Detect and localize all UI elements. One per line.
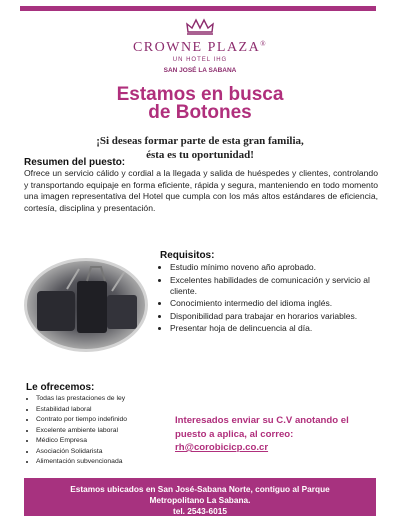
- offer-item: • Excelente ambiente laboral: [36, 426, 186, 437]
- summary-title: Resumen del puesto:: [24, 157, 126, 168]
- summary-text: Ofrece un servicio cálido y cordial a la llegada y salida de huéspedes y clientes, controlando y transportando equipaje en forma eficiente, rápida y segura, manteniendo en todo momento una imagen representativa del Hotel que cumpla con los más altos estándares de eficiencia, cortesía, disciplina y presentación.: [24, 168, 378, 213]
- hotel-location: SAN JOSÉ LA SABANA: [163, 67, 237, 74]
- requirements-title: Requisitos:: [160, 250, 215, 261]
- requirements-list: [160, 262, 390, 336]
- offer-title: Le ofrecemos:: [26, 382, 95, 393]
- footer-address-line2: Metropolitano La Sabana.: [149, 495, 251, 505]
- crowne-plaza-logo-icon: [0, 16, 400, 36]
- luggage-photo: [24, 258, 148, 352]
- requirement-item: • Presentar hoja de delincuencia al día.: [170, 323, 390, 334]
- offer-item: • Estabilidad laboral: [36, 405, 186, 416]
- requirement-item: • Conocimiento intermedio del idioma inglés.: [170, 298, 390, 309]
- top-accent-bar: [20, 6, 376, 11]
- footer-phone: tel. 2543-6015: [173, 506, 227, 516]
- requirement-item: • Excelentes habilidades de comunicación y servicio al cliente.: [170, 275, 390, 297]
- offer-item: • Todas las prestaciones de ley: [36, 394, 186, 405]
- brand-name: CROWNE PLAZA®: [132, 40, 268, 55]
- requirement-item: • Disponibilidad para trabajar en horarios variables.: [170, 311, 390, 322]
- footer-address-line1: Estamos ubicados en San José-Sabana Norte, contiguo al Parque: [70, 484, 330, 494]
- headline-line2: de Botones: [148, 102, 252, 123]
- requirement-item: • Estudio mínimo noveno año aprobado.: [170, 262, 390, 273]
- offer-item: • Médico Empresa: [36, 436, 186, 447]
- offer-list: [26, 394, 186, 468]
- headline-line1: Estamos en busca: [116, 84, 284, 105]
- apply-email-link[interactable]: rh@corobicicp.co.cr: [175, 442, 269, 453]
- offer-item: • Alimentación subvencionada: [36, 457, 186, 468]
- offer-item: • Asociación Solidarista: [36, 447, 186, 458]
- slogan-line1: ¡Si deseas formar parte de esta gran familia,: [96, 135, 304, 147]
- brand-subtitle: UN HOTEL IHG: [172, 57, 228, 63]
- footer-banner: [24, 478, 376, 516]
- apply-instructions: Interesados enviar su C.V anotando el puesto a aplica, al correo:: [175, 415, 349, 440]
- slogan-line2: ésta es tu oportunidad!: [146, 149, 254, 161]
- offer-item: • Contrato por tiempo indefinido: [36, 415, 186, 426]
